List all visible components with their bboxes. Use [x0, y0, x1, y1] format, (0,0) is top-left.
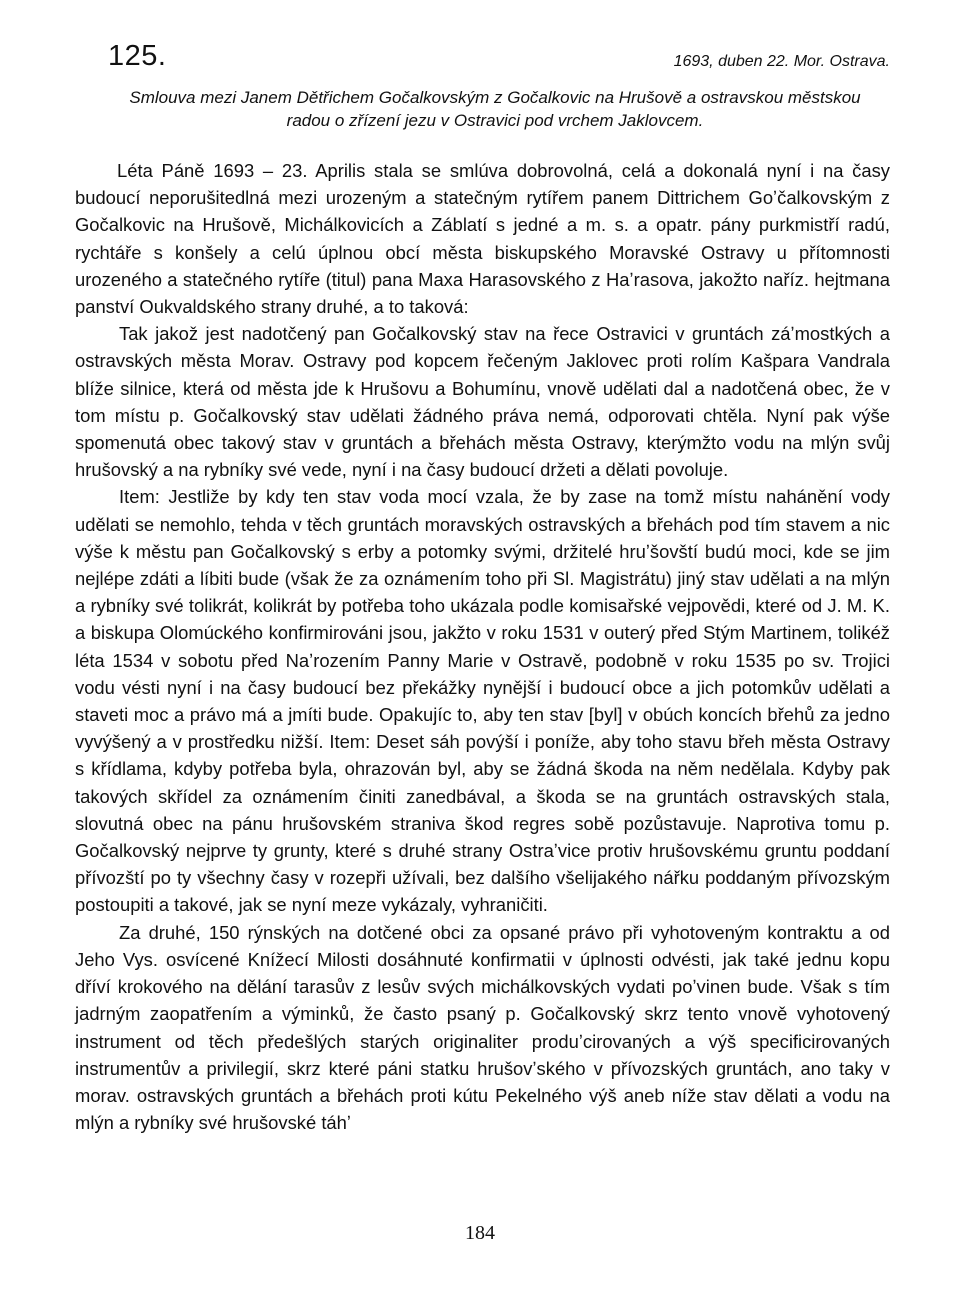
page-number: 184	[465, 1222, 495, 1244]
document-header	[108, 40, 890, 80]
paragraph-second: Za druhé, 150 rýnských na dotčené obci za opsané právo při vyhotoveným kontraktu a od Jeho Vys. osvícené Knížecí Milosti dosáhnuté konfirmatii v úplnosti odvésti, jak také jednu kopu dříví krokového na dělání tarasův z lesův svých michálkovských vydati poʼvinen bude. Však s tím jadrným zaopatřením a výminků, že často psaný p. Gočalkovský skrz tento vnově vyhotovený instrument od těch předešlých starých originaliter produʼcirovaných a výš specificirovaných instrumentův a privilegií, skrz které páni statku hrušovʼského v přívozských gruntách, ano taky v morav. ostravských gruntách a břehách proti kútu Pekelného výš aneb níže stav dělati a vodu na mlýn a rybníky své hrušovské táhʼ	[75, 921, 890, 1134]
document-body	[75, 157, 890, 1136]
document-date-place: 1693, duben 22. Mor. Ostrava.	[673, 53, 890, 70]
document-regest: Smlouva mezi Janem Dětřichem Gočalkovským z Gočalkovic na Hrušově a ostravskou městskou radou o zřízení jezu v Ostravici pod vrchem Jaklovcem.	[129, 88, 861, 130]
paragraph-item: Item: Jestliže by kdy ten stav voda mocí vzala, že by zase na tomž místu nahánění vody udělati se nemohlo, tehda v těch gruntách moravských ostravských a břehách pod tím stavem a nic výše k městu pan Gočalkovský s erby a potomky svými, držitelé hruʼšovští budú moci, kde se jim nejlépe zdáti a líbiti bude (však že za oznámením toho při Sl. Magistrátu) jiný stav udělati a na mlýn a rybníky své tolikrát, kolikrát by potřeba toho ukázala podle komisařské vejpovědi, které od J. M. K. a biskupa Olomúckého konfirmirováni jsou, jakžto v roku 1531 v outerý před Stým Martinem, tolikéž léta 1534 v sobotu před Naʼrozením Panny Marie v Ostravě, podobně v roku 1535 po sv. Trojici vodu vésti nyní i na časy budoucí bez překážky nynější i budoucí obce a jich potomkův udělati a staveti moc a právo má a jmíti bude. Opakujíc to, aby ten stav [byl] v obúch koncích břehů za jedno vyvýšený a v prostředku nižší. Item: Deset sáh povýší i poníže, aby toho stavu břeh města Ostravy s křídlama, kdyby potřeba byla, ohrazován byl, aby se žádná škoda na něm nedělala. Kdyby pak takových skřídel za oznámením činiti zanedbával, a škoda se na gruntách ostravských stala, slovutná obec na pánu hrušovském straniva škod regres sobě pozůstavuje. Naprotiva tomu p. Gočalkovský nejprve ty grunty, které s druhé strany Ostraʼvice protiv hrušovskému gruntu poddaní přívozští po ty všechny časy v rozepři užívali, bez dalšího všelijakého nářku poddaným přívozským postoupiti a takové, jak se nyní meze vykázaly, vyhraničiti.	[75, 486, 890, 916]
paragraph-intro: Léta Páně 1693 – 23. Aprilis stala se smlúva dobrovolná, celá a dokonalá nyní i na časy budoucí neporušitedlná mezi urozeným a statečným rytířem panem Dittrichem Goʼčalkovským z Gočalkovic na Hrušově, Michálkovicích a Záblatí s jedné a m. s. a opatr. pány purkmistří radú, rychtáře s konšely a celú úplnou obcí města biskupského Moravské Ostravy u přítomnosti urozeného a statečného rytíře (titul) pana Maxa Harasovského z Haʼrasova, jakožto naříz. hejtmana panství Oukvaldského strany druhé, a to taková:	[75, 160, 890, 318]
paragraph-weir: Tak jakož jest nadotčený pan Gočalkovský stav na řece Ostravici v gruntách záʼmostkých a ostravských města Morav. Ostravy pod kopcem řečeným Jaklovec proti rolím Kašpara Vandrala blíže silnice, která od města jde k Hrušovu a Bohumínu, vnově udělati dal a nadotčená obec, že v tom místu p. Gočalkovský stav udělati žádného práva nemá, odporovati chtěla. Nyní pak výše spomenutá obec takový stav v gruntách a břehách města Ostravy, kterýmžto vodu na mlýn svůj hrušovský a na rybníky své vede, nyní i na časy budoucí držeti a dělati povoluje.	[75, 323, 890, 481]
document-number: 125.	[108, 40, 167, 72]
